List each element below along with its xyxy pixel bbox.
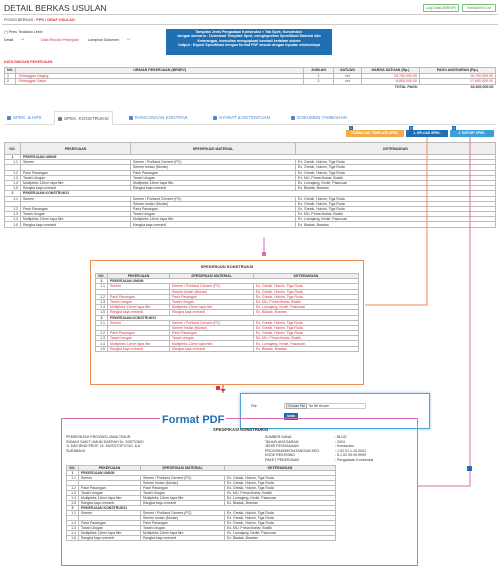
cell: Ex. MU, Prima Mortar, Bostik xyxy=(225,526,336,531)
total-label: TOTAL PAGU xyxy=(394,85,418,89)
meta-key: SUMBER DANA xyxy=(265,435,292,439)
cell: Ex. Gresik, Holcim, Tiga Roda xyxy=(225,481,336,486)
cell: Pasir Pasangan xyxy=(21,206,131,211)
cell: Tanah Urugan xyxy=(79,526,141,531)
cell: 1 xyxy=(5,73,16,79)
cell: Tanah Urugan xyxy=(170,299,254,304)
cell: 1.1 xyxy=(67,476,79,481)
cell: Ex. Gresik, Holcim, Tiga Roda xyxy=(296,206,496,211)
cell: Ex. Gresik, Holcim, Tiga Roda xyxy=(296,170,496,175)
cell: Ex. Bladak, Brantas xyxy=(225,536,336,541)
link-lampiran-label: Lampiran Dokumen xyxy=(87,38,120,42)
cell: Ex. Lumajang, Kediri, Pasuruan xyxy=(225,531,336,536)
cell: 1.3 xyxy=(96,336,108,341)
cell: Ex. Gresik, Holcim, Tiga Roda xyxy=(254,325,359,330)
cell: Ex. Gresik, Holcim, Tiga Roda xyxy=(225,516,336,521)
cell: Multipleks 12mm tapa film xyxy=(108,305,170,310)
institution-line: SURABAYA xyxy=(66,448,86,453)
table-row xyxy=(67,536,336,541)
cell: Multipleks 12mm tapa film xyxy=(21,217,131,222)
cell: 1.2 xyxy=(5,170,21,175)
cell: Pasir Pasangan xyxy=(21,170,131,175)
cell: Tanah Urugan xyxy=(21,212,131,217)
tab-label: RANCANGAN KONTRAK xyxy=(135,115,188,120)
cell: Semen Instan (Mortar) xyxy=(170,325,254,330)
cell: Rangka kayu meranti xyxy=(21,222,131,227)
file-label: File xyxy=(251,404,257,408)
cell: 1.5 xyxy=(5,222,21,227)
cell: Multipleks 12mm tapa film xyxy=(108,341,170,346)
meta-key: JENIS PENGADAAN xyxy=(265,444,299,449)
cell: Ex. Lumajang, Kediri, Pasuruan xyxy=(254,341,359,346)
meta-row xyxy=(265,458,373,463)
cell: Ex. MU, Prima Mortar, Bostik xyxy=(254,299,359,304)
step-marker-dot xyxy=(467,466,472,471)
col-no: NO. xyxy=(5,68,16,74)
cell: Rangka kayu meranti xyxy=(141,501,225,506)
cell: Semen xyxy=(79,476,141,481)
cell: 1.3 xyxy=(96,299,108,304)
col-keterangan: KETERANGAN xyxy=(225,466,336,471)
cell: Multipleks 12mm tapa film xyxy=(79,496,141,501)
cell: Ex. MU, Prima Mortar, Bostik xyxy=(296,212,496,217)
cell: 1.4 xyxy=(96,305,108,310)
cell: PEKERJAAN KONSTRUKSI xyxy=(79,506,336,511)
cell: Semen xyxy=(108,320,170,325)
meta-key: PROGRAM/KEGIATAN/SUB KEG xyxy=(265,448,320,453)
cell: Rangka kayu meranti xyxy=(170,310,254,315)
cell: 1.5 xyxy=(67,536,79,541)
cell: 1.1 xyxy=(5,160,21,165)
no-file-text: No file chosen xyxy=(309,404,330,408)
cell: Tanah Urugan xyxy=(79,491,141,496)
cell: Multipleks 12mm tapa film xyxy=(141,531,225,536)
cell: Ex. Gresik, Holcim, Tiga Roda xyxy=(254,331,359,336)
link-detail-label: Detail xyxy=(4,38,14,42)
cell: 1.2 xyxy=(96,331,108,336)
cell: Ex. Gresik, Holcim, Tiga Roda xyxy=(225,521,336,526)
cell: Rangka kayu meranti xyxy=(108,346,170,351)
arrow-head xyxy=(220,389,226,392)
cell: Ex. Gresik, Holcim, Tiga Roda xyxy=(296,165,496,170)
meta-value: : Pengadaan Konstruksi xyxy=(335,457,374,462)
cell: 1.2 xyxy=(67,486,79,491)
cell: Ex. Gresik, Holcim, Tiga Roda xyxy=(254,320,359,325)
log-cetak-button[interactable]: Log Cetak (BRKSP) xyxy=(423,4,459,12)
link-rincian[interactable]: Data Rincian Pekerjaan xyxy=(41,38,79,42)
cell: 1.3 xyxy=(67,491,79,496)
cell: Semen / Portland Cement (PC) xyxy=(170,284,254,289)
cell: Semen / Portland Cement (PC) xyxy=(141,511,225,516)
meta-value: : 2024 xyxy=(335,439,345,444)
col-pagu: PAGU ANGGARAN (Rp.) xyxy=(420,68,496,74)
total-value: 33,300,000.00 xyxy=(470,85,494,89)
cell: Pasir Pasangan xyxy=(79,486,141,491)
tab-label: DOKUMEN TAMBAHAN xyxy=(297,115,347,120)
cell: Pasir Pasangan xyxy=(108,331,170,336)
institution-line: Jl. MAYJEND PROF. Dr. MOESTOPO NO. 6-8 xyxy=(66,444,140,449)
cell: 2 xyxy=(67,506,79,511)
cell: 1.2 xyxy=(96,294,108,299)
cell: Ex. Lumajang, Kediri, Pasuruan xyxy=(296,180,496,185)
cell: 2 xyxy=(5,79,16,85)
cell: set xyxy=(334,79,362,85)
cell: Tanah Urugan xyxy=(21,175,131,180)
cell: Semen Instan (Mortar) xyxy=(141,516,225,521)
cell: PEKERJAAN UMUM xyxy=(108,279,359,284)
cell: Rangka kayu meranti xyxy=(21,186,131,191)
choose-file-button[interactable]: Choose File xyxy=(288,404,306,408)
cell: 1.3 xyxy=(67,526,79,531)
meta-value: : BLUD xyxy=(335,435,347,439)
cell: 1.4 xyxy=(5,217,21,222)
cell: Multipleks 12mm tapa film xyxy=(79,531,141,536)
cell: Rangka kayu meranti xyxy=(170,346,254,351)
upload-spek-button[interactable]: 1. UPLOAD SPEK. xyxy=(406,130,448,137)
cell: Semen xyxy=(79,511,141,516)
institution-line: RUMAH SAKIT UMUM DAERAH Dr. SOETOMO xyxy=(66,439,144,444)
cell: Multipleks 12mm tapa film xyxy=(170,305,254,310)
cell: Multipleks 12mm tapa film xyxy=(131,217,296,222)
cell[interactable]: Gelanggan Daging xyxy=(16,73,304,79)
export-spek-button[interactable]: 2. EXPORT SPEK. xyxy=(450,130,494,137)
cell: Ex. Gresik, Holcim, Tiga Roda xyxy=(296,201,496,206)
cell: 1.3 xyxy=(5,175,21,180)
tab-label: SPEK. KONSTRUKSI xyxy=(64,116,109,121)
step-marker: 2 xyxy=(410,126,412,130)
cell: Ex. Gresik, Holcim, Tiga Roda xyxy=(254,294,359,299)
meta-value: : 5.1.02.99.99.9999 xyxy=(335,453,366,458)
cell: Ex. Lumajang, Kediri, Pasuruan xyxy=(225,496,336,501)
cell: Ex. MU, Prima Mortar, Bostik xyxy=(225,491,336,496)
cell: Semen Instan (Mortar) xyxy=(131,201,296,206)
col-no: NO. xyxy=(67,466,79,471)
cell: Ex. Gresik, Holcim, Tiga Roda xyxy=(225,476,336,481)
cell: 1.4 xyxy=(96,341,108,346)
col-pekerjaan: PEKERJAAN xyxy=(21,143,131,155)
cell: 1.5 xyxy=(96,346,108,351)
required-text: Perlu Tindakan Lebih xyxy=(8,30,43,34)
cell: Rangka kayu meranti xyxy=(79,536,141,541)
cell: 1.1 xyxy=(67,511,79,516)
cell: Pasir Pasangan xyxy=(170,294,254,299)
col-jumlah: JUMLAH xyxy=(304,68,334,74)
cell: 1 xyxy=(67,471,79,476)
tab-label: SYARAT & KETENTUAN xyxy=(219,115,271,120)
col-spesifikasi: SPESIFIKASI MATERIAL xyxy=(141,466,225,471)
cell: Ex. MU, Prima Mortar, Bostik xyxy=(254,336,359,341)
cell: Pasir Pasangan xyxy=(79,521,141,526)
cell: Tanah Urugan xyxy=(141,526,225,531)
cell: Semen xyxy=(21,196,131,201)
meta-key: KODE REKENING xyxy=(265,453,295,458)
pdf-preview xyxy=(61,418,418,566)
cell: PEKERJAAN KONSTRUKSI xyxy=(108,315,359,320)
download-template-button[interactable]: DOWNLOAD TEMPLATE SPEK. xyxy=(346,130,404,137)
col-keterangan: KETERANGAN xyxy=(296,143,496,155)
cell: Ex. Gresik, Holcim, Tiga Roda xyxy=(296,196,496,201)
send-button[interactable]: SEND xyxy=(284,413,298,420)
col-harga: HARGA SATUAN (Rp.) xyxy=(362,68,420,74)
pdf-spec-body xyxy=(67,471,336,541)
cell: PEKERJAAN UMUM xyxy=(21,155,496,160)
cell: Ex. Bladak, Brantas xyxy=(254,310,359,315)
page-title: DETAIL BERKAS USULAN xyxy=(4,3,107,13)
connector-line xyxy=(365,137,427,305)
file-input[interactable] xyxy=(284,403,366,409)
note-line: Output : Export Spesifikasi dengan format PDF sesuai dengan inputan sebelumnya xyxy=(178,43,320,48)
cell: Pasir Pasangan xyxy=(131,170,296,175)
pdf-meta xyxy=(265,435,373,463)
cell: 1.5 xyxy=(67,501,79,506)
cell[interactable]: Gelanggan Sayur xyxy=(16,79,304,85)
cell: Multipleks 12mm tapa film xyxy=(131,180,296,185)
pdf-title: SPESIFIKASI KONSTRUKSI xyxy=(213,427,268,432)
col-spesifikasi: SPESIFIKASI MATERIAL xyxy=(131,143,296,155)
cell: 2 xyxy=(96,315,108,320)
position-value: PPK / DRAF USULAN xyxy=(36,18,75,22)
cell: Ex. Gresik, Holcim, Tiga Roda xyxy=(225,486,336,491)
cell: Tanah Urugan xyxy=(131,212,296,217)
cell: 2 xyxy=(304,79,334,85)
cell: Ex. MU, Prima Mortar, Bostik xyxy=(296,175,496,180)
spec-preview-title: SPESIFIKASI KONSTRUKSI xyxy=(200,264,254,269)
link-lampiran-star: ** xyxy=(127,38,130,42)
cell: Rangka kayu meranti xyxy=(79,501,141,506)
step-marker: 4 xyxy=(453,126,455,130)
meta-value: : 1.02.01.1.10.0001 xyxy=(335,448,366,453)
cell: Multipleks 12mm tapa film xyxy=(21,180,131,185)
cell: Ex. Gresik, Holcim, Tiga Roda xyxy=(254,289,359,294)
cell: Multipleks 12mm tapa film xyxy=(141,496,225,501)
cell: Semen / Portland Cement (PC) xyxy=(131,196,296,201)
cell: 1.5 xyxy=(96,310,108,315)
cell: Ex. Gresik, Holcim, Tiga Roda xyxy=(254,284,359,289)
cell: 17,600,000.00 xyxy=(420,79,496,85)
cell: 1 xyxy=(5,155,21,160)
col-pekerjaan: PEKERJAAN xyxy=(79,466,141,471)
cell: Multipleks 12mm tapa film xyxy=(170,341,254,346)
cell: Ex. Gresik, Holcim, Tiga Roda xyxy=(296,160,496,165)
tab-label: SPEK. & HPS xyxy=(13,115,42,120)
cell: Ex. Bladak, Brantas xyxy=(296,186,496,191)
cell: Pasir Pasangan xyxy=(108,294,170,299)
cell: Tanah Urugan xyxy=(108,299,170,304)
cell: 1.2 xyxy=(5,206,21,211)
back-to-list-button[interactable]: Kembali Ke List xyxy=(462,4,496,12)
cell: 1.2 xyxy=(67,521,79,526)
cell: 1.1 xyxy=(5,196,21,201)
cell: Pasir Pasangan xyxy=(131,206,296,211)
cell: Ex. Gresik, Holcim, Tiga Roda xyxy=(225,511,336,516)
cell: 8,800,000.00 xyxy=(362,79,420,85)
col-no: NO. xyxy=(96,274,108,279)
cell: Tanah Urugan xyxy=(141,491,225,496)
cell: Pasir Pasangan xyxy=(141,486,225,491)
cell: 1.1 xyxy=(96,320,108,325)
cell: 1.4 xyxy=(67,496,79,501)
step-marker: 3 xyxy=(263,252,265,256)
cell: set xyxy=(334,73,362,79)
pdf-institution xyxy=(66,435,144,453)
cell: 15,700,000.00 xyxy=(420,73,496,79)
rincian-heading: DATA RINCIAN PEKERJAAN xyxy=(4,60,53,64)
cell: PEKERJAAN KONSTRUKSI xyxy=(21,191,496,196)
connector-line xyxy=(418,137,470,486)
institution-line: PEMERINTAH PROVINSI JAWA TIMUR xyxy=(66,435,131,439)
pdf-format-heading: Format PDF xyxy=(162,414,225,426)
cell: Tanah Urugan xyxy=(170,336,254,341)
cell: Rangka kayu meranti xyxy=(141,536,225,541)
cell: Ex. Bladak, Brantas xyxy=(296,222,496,227)
step-marker-dot xyxy=(216,386,220,390)
cell: 1.4 xyxy=(67,531,79,536)
cell: PEKERJAAN UMUM xyxy=(79,471,336,476)
cell: Tanah Urugan xyxy=(131,175,296,180)
meta-key: TAHUN ANGGARAN xyxy=(265,439,299,444)
cell: Semen / Portland Cement (PC) xyxy=(170,320,254,325)
cell: 1.1 xyxy=(96,284,108,289)
cell: Semen Instan (Mortar) xyxy=(170,289,254,294)
cell: 2 xyxy=(5,191,21,196)
required-star: (*) xyxy=(4,30,8,34)
col-keterangan: KETERANGAN xyxy=(254,274,359,279)
note-line: Tampilan Jenis Pengadaan Konstruksi > Tab Spek. Konstruksi: xyxy=(195,30,303,34)
col-spesifikasi: SPESIFIKASI MATERIAL xyxy=(170,274,254,279)
cell: Pasir Pasangan xyxy=(141,521,225,526)
cell: Ex. Lumajang, Kediri, Pasuruan xyxy=(296,217,496,222)
col-no: NO. xyxy=(5,143,21,155)
cell: Ex. Lumajang, Kediri, Pasuruan xyxy=(254,305,359,310)
cell: Pasir Pasangan xyxy=(170,331,254,336)
cell: Semen Instan (Mortar) xyxy=(131,165,296,170)
cell: Rangka kayu meranti xyxy=(108,310,170,315)
cell: Ex. Bladak, Brantas xyxy=(225,501,336,506)
cell: Semen xyxy=(21,160,131,165)
cell: Semen / Portland Cement (PC) xyxy=(141,476,225,481)
cell: Semen xyxy=(108,284,170,289)
pdf-spec-table xyxy=(66,465,336,541)
cell: Semen / Portland Cement (PC) xyxy=(131,160,296,165)
cell: 1.3 xyxy=(5,212,21,217)
link-detail-star: ** xyxy=(21,38,25,42)
cell: Semen Instan (Mortar) xyxy=(141,481,225,486)
meta-value: : Konstruksi xyxy=(335,444,354,449)
cell: 1.5 xyxy=(5,186,21,191)
cell: 1.4 xyxy=(5,180,21,185)
col-satuan: SATUAN xyxy=(334,68,362,74)
cell: Ex. Bladak, Brantas xyxy=(254,346,359,351)
cell: 1 xyxy=(96,279,108,284)
step-marker: 1 xyxy=(350,126,352,130)
position-label: POSISI BERKAS : xyxy=(4,18,36,22)
cell: 1 xyxy=(304,73,334,79)
col-uraian: URAIAN PEKERJAAN (BRSEV) xyxy=(16,68,304,74)
note-line: dengan skenario : Download Template Spek, menginputkan Spesifikasi Material dan xyxy=(177,34,321,39)
cell: Tanah Urugan xyxy=(108,336,170,341)
cell: 15,700,000.00 xyxy=(362,73,420,79)
meta-key: PAKET PEKERJAAN xyxy=(265,457,299,462)
col-pekerjaan: PEKERJAAN xyxy=(108,274,170,279)
cell: Rangka kayu meranti xyxy=(131,222,296,227)
cell: Rangka kayu meranti xyxy=(131,186,296,191)
note-line: Keterangan, kemudian mengupload kembali kedalam sistem xyxy=(197,38,301,43)
